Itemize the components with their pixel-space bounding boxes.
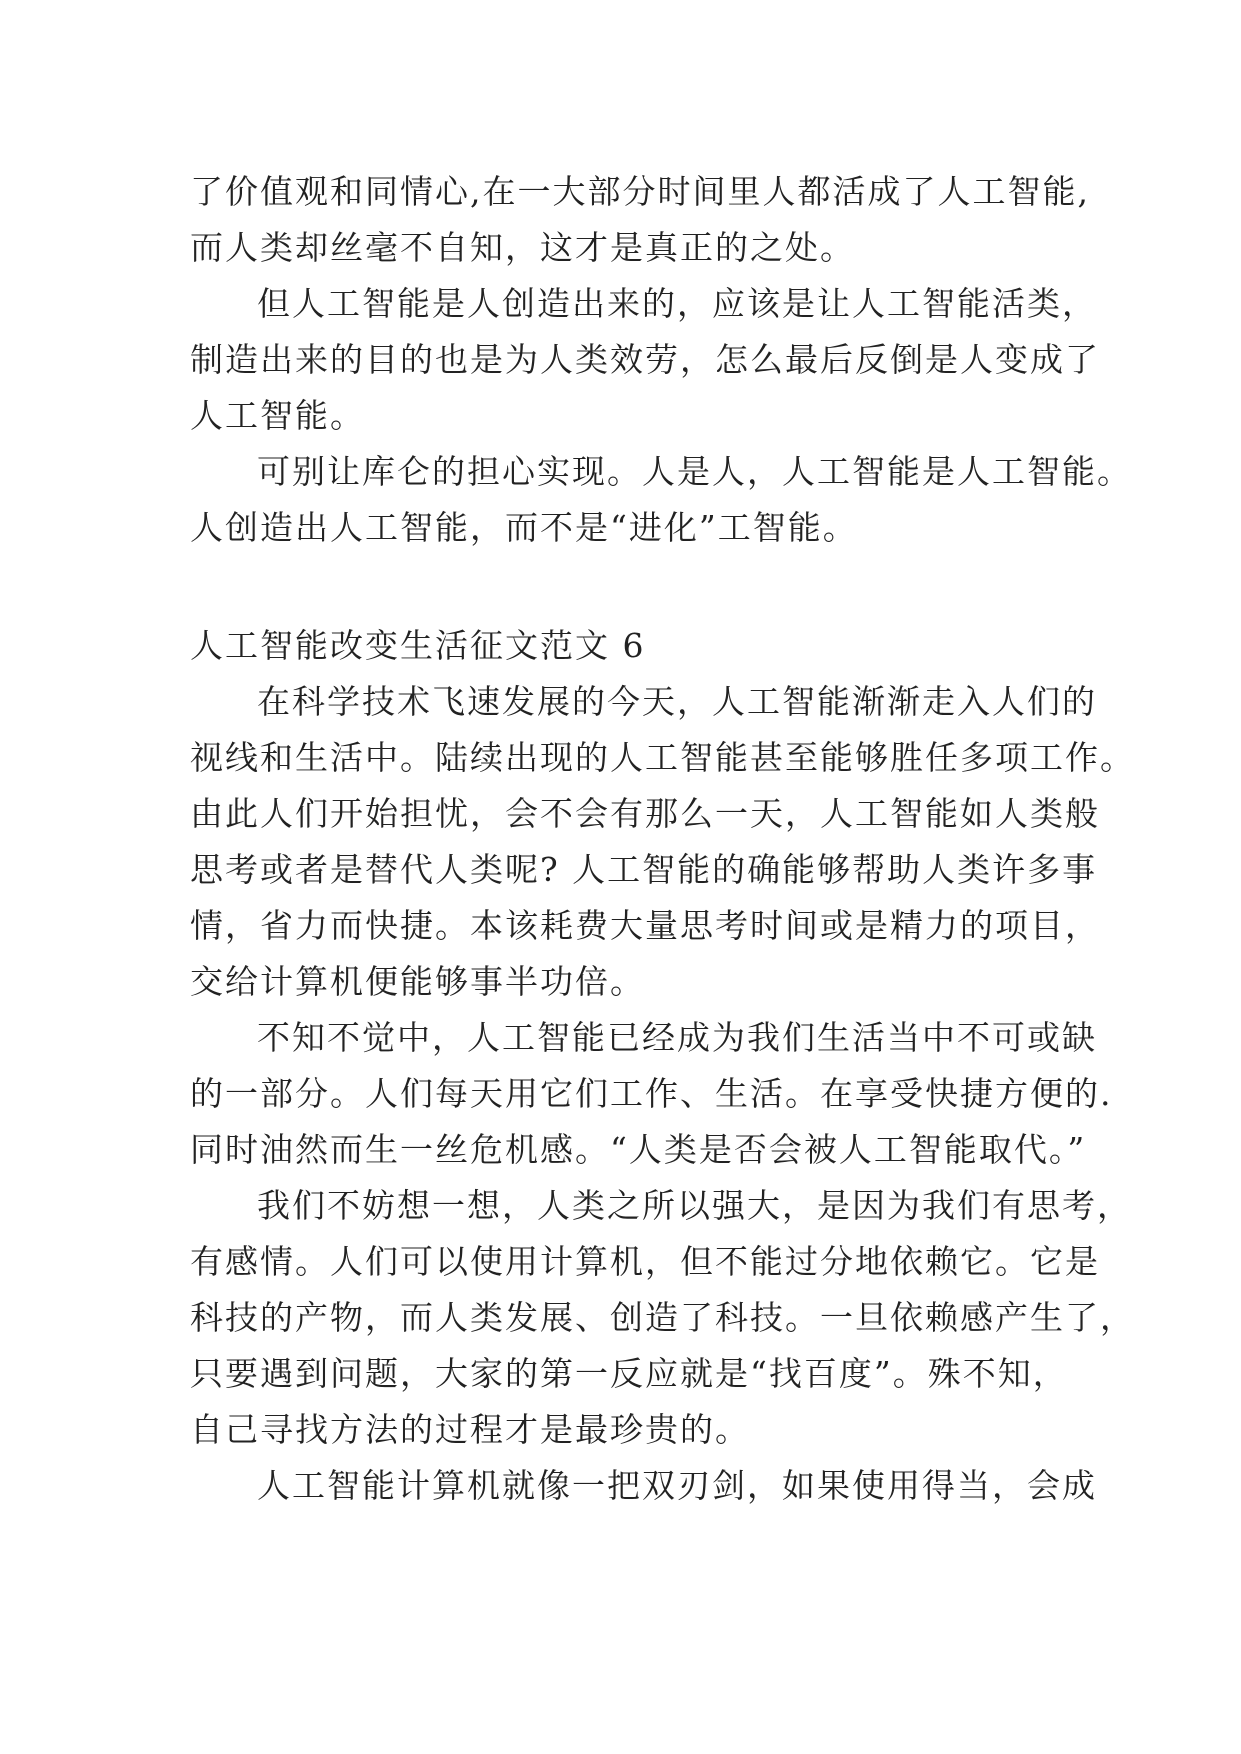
- text-line: 由此人们开始担忧，会不会有那么一天，人工智能如人类般: [190, 794, 1100, 833]
- text-line: 交给计算机便能够事半功倍。: [190, 962, 645, 1001]
- text-line: 了价值观和同情心,在一大部分时间里人都活成了人工智能,: [190, 172, 1090, 211]
- text-line: 的一部分。人们每天用它们工作、生活。在享受快捷方便的.: [190, 1074, 1113, 1113]
- text-line: 可别让库仑的担心实现。人是人，人工智能是人工智能。: [257, 452, 1132, 491]
- text-line: 视线和生活中。陆续出现的人工智能甚至能够胜任多项工作。: [190, 738, 1135, 777]
- text-line: 人工智能。: [190, 396, 365, 435]
- section-heading: 人工智能改变生活征文范文 6: [190, 626, 646, 665]
- text-line: 同时油然而生一丝危机感。“人类是否会被人工智能取代。”: [190, 1130, 1087, 1169]
- text-line: 科技的产物，而人类发展、创造了科技。一旦依赖感产生了，: [190, 1298, 1135, 1337]
- text-line: 人工智能计算机就像一把双刃剑，如果使用得当，会成: [257, 1466, 1097, 1505]
- text-line: 不知不觉中，人工智能已经成为我们生活当中不可或缺: [257, 1018, 1097, 1057]
- text-line: 只要遇到问题，大家的第一反应就是“找百度”。殊不知，: [190, 1354, 1068, 1393]
- text-line: 但人工智能是人创造出来的，应该是让人工智能活类，: [257, 284, 1097, 323]
- text-line: 人创造出人工智能，而不是“进化”工智能。: [190, 508, 858, 547]
- text-line: 自己寻找方法的过程才是最珍贵的。: [190, 1410, 750, 1449]
- text-line: 在科学技术飞速发展的今天，人工智能渐渐走入人们的: [257, 682, 1097, 721]
- text-line: 情，省力而快捷。本该耗费大量思考时间或是精力的项目，: [190, 906, 1100, 945]
- text-line: 有感情。人们可以使用计算机，但不能过分地依赖它。它是: [190, 1242, 1100, 1281]
- text-line: 而人类却丝毫不自知，这才是真正的之处。: [190, 228, 855, 267]
- text-line: 我们不妨想一想，人类之所以强大，是因为我们有思考，: [257, 1186, 1132, 1225]
- text-line: 思考或者是替代人类呢? 人工智能的确能够帮助人类许多事: [190, 850, 1098, 889]
- text-line: 制造出来的目的也是为人类效劳，怎么最后反倒是人变成了: [190, 340, 1100, 379]
